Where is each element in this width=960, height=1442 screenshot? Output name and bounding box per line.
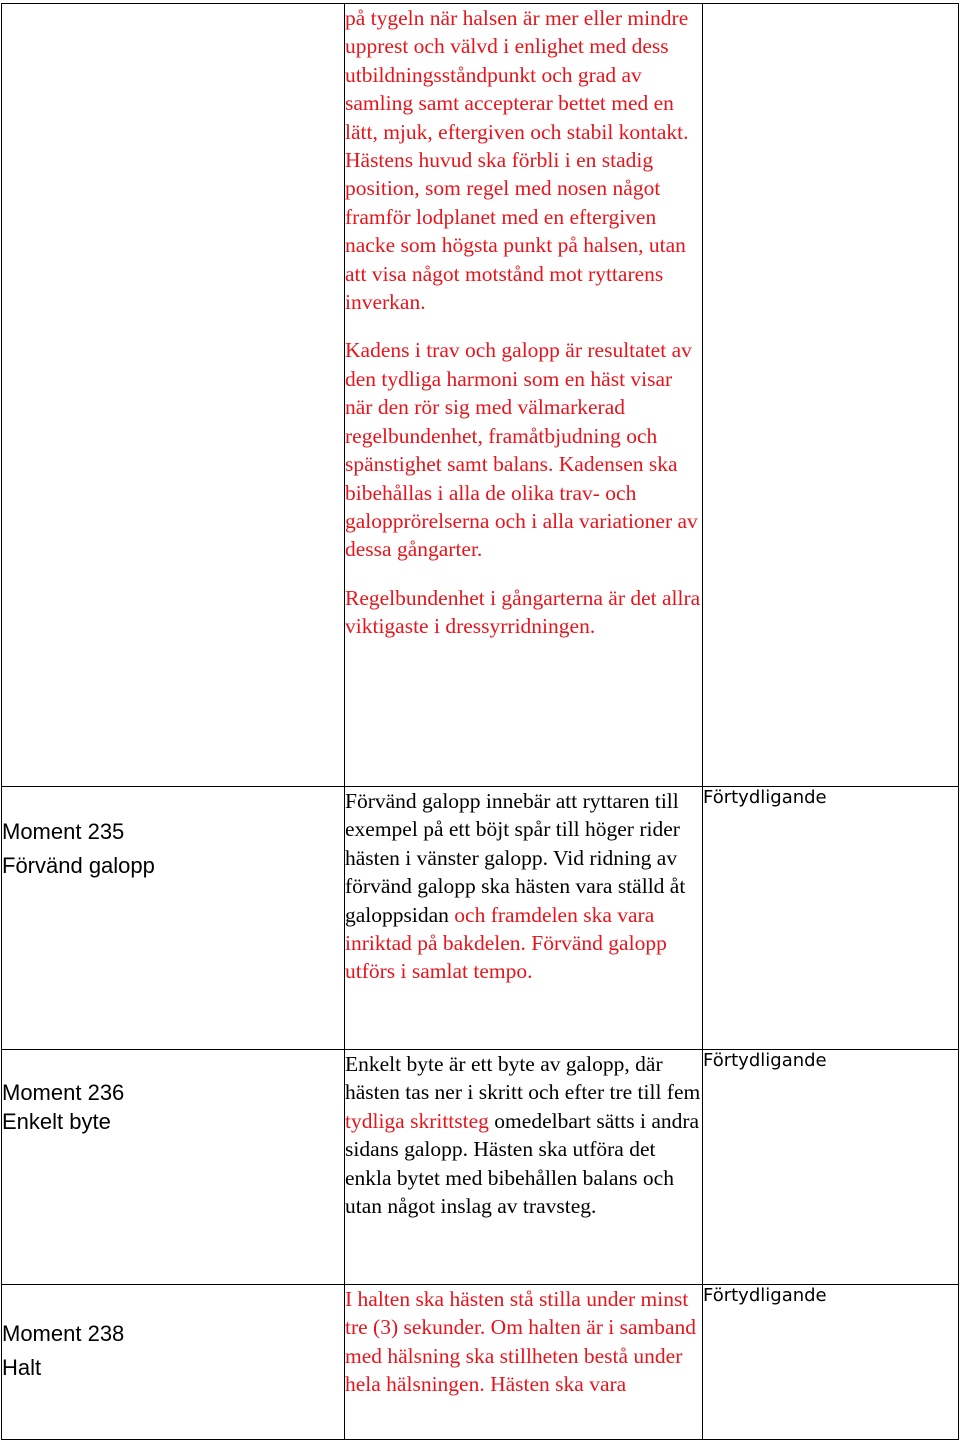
note-cell [703,4,959,787]
description-cell [345,1050,703,1285]
table-row [2,1285,959,1440]
text-run: Förvänd galopp innebär att ryttaren till exempel på ett böjt spår till höger rider hästen i vänster galopp. Vid ridning av förvänd galopp ska hästen vara ställd åt galoppsidan [345,789,686,927]
moment-number: Moment 236 [2,1080,125,1105]
moment-name: Halt [2,1355,42,1380]
paragraph [345,787,702,986]
clarification-label: Förtydligande [703,1285,827,1306]
description-cell [345,787,703,1050]
moment-name: Förvänd galopp [2,853,155,878]
note-cell [703,1285,959,1440]
table-row [2,787,959,1050]
text-run: tydliga skrittsteg [345,1108,489,1133]
text-run: på tygeln när halsen är mer eller mindre upprest och välvd i enlighet med dess utbildningsståndpunkt och grad av samling samt accepterar bettet med en lätt, mjuk, eftergiven och stabil kontakt. Hästens huvud ska förbli i en stadig position, som regel med nosen något framför lodplanet med en eftergiven nacke som högsta punkt på halsen, utan att visa något motstånd mot ryttarens inverkan. [345,6,689,315]
paragraph [345,1285,702,1399]
text-run: Kadens i trav och galopp är resultatet av den tydliga harmoni som en häst visar när den rör sig med välmarkerad regelbundenhet, framåtbjudning och spänstighet samt balans. Kadensen ska bibehållas i alla de olika trav- och galopprörelserna och i alla variationer av dessa gångarter. [345,338,698,562]
note-cell [703,787,959,1050]
paragraph [345,4,702,316]
moment-cell [2,4,345,787]
description-cell [345,4,703,787]
text-run: I halten ska hästen stå stilla under minst tre (3) sekunder. Om halten är i samband med hälsning ska stillheten bestå under hela hälsningen. Hästen ska vara [345,1287,697,1397]
description-cell [345,1285,703,1440]
paragraph [345,584,702,641]
moment-name: Enkelt byte [2,1109,111,1134]
clarification-label: Förtydligande [703,1050,827,1071]
table-row [2,1050,959,1285]
note-cell [703,1050,959,1285]
table-row [2,4,959,787]
requirements-table [1,3,959,1440]
moment-cell [2,787,345,1050]
moment-cell [2,1285,345,1440]
text-run: omedelbart sätts i andra sidans galopp. Hästen ska utföra det enkla bytet med bibehållen balans och utan något inslag av travsteg. [345,1108,700,1219]
moment-number: Moment 238 [2,1321,125,1346]
text-run: Regelbundenhet i gångarterna är det allra viktigaste i dressyrridningen. [345,585,701,639]
paragraph [345,1050,702,1220]
text-run: och framdelen ska vara inriktad på bakdelen. Förvänd galopp utförs i samlat tempo. [345,902,667,984]
clarification-label: Förtydligande [703,787,827,808]
moment-cell [2,1050,345,1285]
moment-number: Moment 235 [2,819,125,844]
text-run: Enkelt byte är ett byte av galopp, där hästen tas ner i skritt och efter tre till fem [345,1052,701,1105]
paragraph [345,336,702,563]
